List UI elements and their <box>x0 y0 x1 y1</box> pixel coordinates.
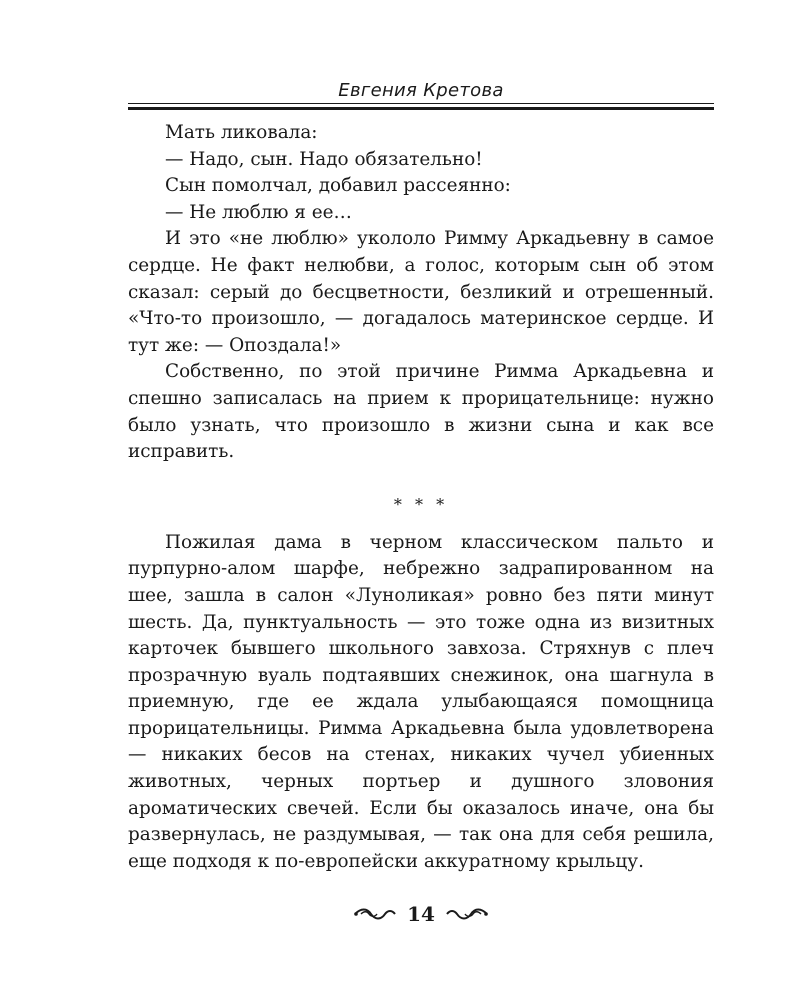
header-rule-thick <box>128 107 714 110</box>
paragraph: Пожилая дама в черном классическом пальто и пурпурно-алом шарфе, небрежно задрапированном на шее, зашла в салон «Луноликая» ровно без пяти минут шесть. Да, пунктуальность — это тоже одна из визитных карточек бывшего школьного завхоза. Стряхнув с плеч прозрачную вуаль подтаявших снежинок, она шагнула в приемную, где ее ждала улыбающаяся помощница прорицательницы. Римма Аркадьевна была удовлетворена — никаких бесов на стенах, никаких чучел убиенных животных, черных портьер и душного зловония ароматических свечей. Если бы оказалось иначе, она бы развернулась, не раздумывая, — так она для себя решила, еще подходя к по-европейски аккуратному крыльцу. <box>128 531 714 872</box>
running-header: Евгения Кретова <box>338 80 504 101</box>
paragraph: Собственно, по этой причине Римма Аркадьевна и спешно записалась на прием к прорицательнице: нужно было узнать, что произошло в жизни сына и как все исправить. <box>128 361 714 463</box>
header-rule-thin <box>128 103 714 104</box>
swirl-ornament-icon <box>445 907 489 921</box>
section-separator: * * * <box>393 494 449 514</box>
body-text <box>128 120 714 875</box>
paragraph: Сын помолчал, добавил рассеянно: <box>165 175 511 197</box>
dialogue-line: — Не люблю я ее… <box>165 201 352 223</box>
paragraph: Мать ликовала: <box>165 122 318 143</box>
swirl-ornament-icon <box>353 907 397 921</box>
page-number: 14 <box>407 902 435 926</box>
paragraph: И это «не люблю» укололо Римму Аркадьевну в самое сердце. Не факт нелюбви, а голос, которым сын об этом сказал: серый до бесцветности, безликий и отрешенный. «Что-то произошло, — догадалось материнское сердце. И тут же: — Опоздала!» <box>128 228 714 356</box>
dialogue-line: — Надо, сын. Надо обязательно! <box>165 148 483 170</box>
page-footer <box>128 902 714 926</box>
